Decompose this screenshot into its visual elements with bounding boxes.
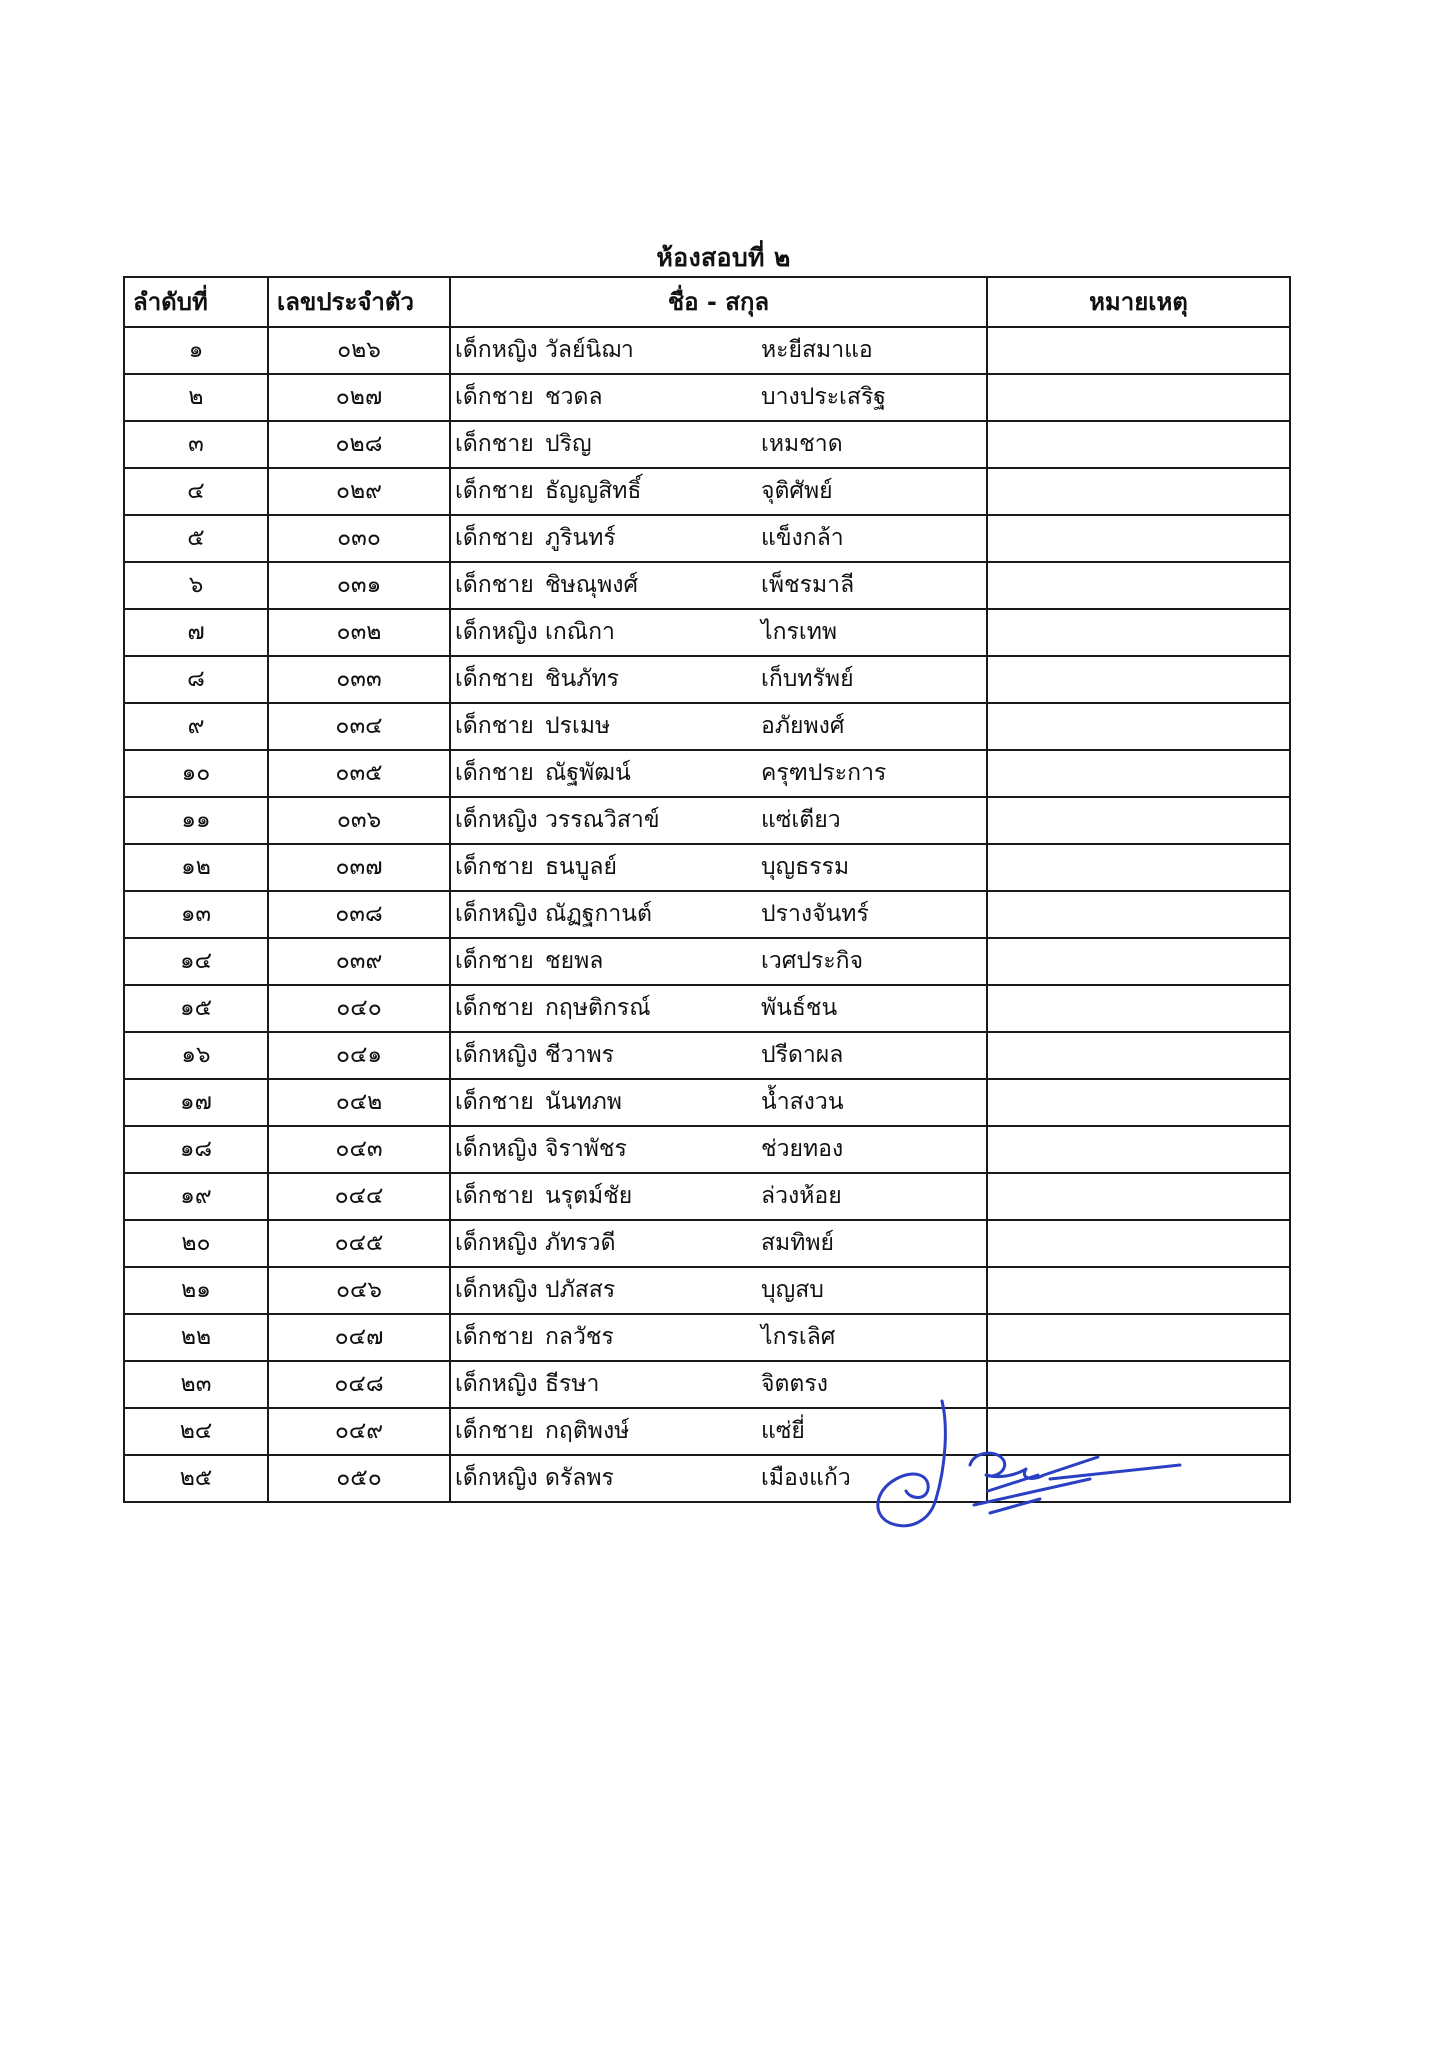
row-last-name: เวศประกิจ xyxy=(761,948,864,974)
table-row xyxy=(124,750,1290,797)
row-order: ๙ xyxy=(124,703,268,750)
table-row xyxy=(124,938,1290,985)
row-order: ๔ xyxy=(124,468,268,515)
row-order: ๑๐ xyxy=(124,750,268,797)
row-remark xyxy=(987,1173,1290,1220)
header-student-id: เลขประจำตัว xyxy=(268,277,450,327)
row-student-id: ๐๔๐ xyxy=(268,985,450,1032)
row-name xyxy=(450,1126,987,1173)
row-order: ๒๕ xyxy=(124,1455,268,1502)
row-student-id: ๐๔๗ xyxy=(268,1314,450,1361)
row-first-name: ภัทรวดี xyxy=(545,1230,616,1256)
row-first-name: ดรัลพร xyxy=(545,1465,614,1491)
row-name xyxy=(450,374,987,421)
row-name-title: เด็กหญิง xyxy=(455,1042,538,1068)
row-first-name: ธีรษา xyxy=(545,1371,600,1397)
row-name xyxy=(450,421,987,468)
row-remark xyxy=(987,1032,1290,1079)
table-row xyxy=(124,327,1290,374)
table-row xyxy=(124,468,1290,515)
row-remark xyxy=(987,656,1290,703)
row-student-id: ๐๓๕ xyxy=(268,750,450,797)
row-student-id: ๐๒๗ xyxy=(268,374,450,421)
row-name-title: เด็กชาย xyxy=(455,1089,534,1115)
header-name: ชื่อ - สกุล xyxy=(450,277,987,327)
row-last-name: บุญธรรม xyxy=(761,854,850,880)
row-order: ๑๔ xyxy=(124,938,268,985)
row-name xyxy=(450,515,987,562)
signature-image xyxy=(870,1395,1210,1545)
row-order: ๒๔ xyxy=(124,1408,268,1455)
row-name-title: เด็กชาย xyxy=(455,666,534,692)
row-order: ๑๑ xyxy=(124,797,268,844)
row-name-title: เด็กหญิง xyxy=(455,619,538,645)
row-name-title: เด็กชาย xyxy=(455,478,534,504)
exam-room-table xyxy=(123,276,1291,1503)
row-remark xyxy=(987,750,1290,797)
row-name xyxy=(450,844,987,891)
row-student-id: ๐๔๔ xyxy=(268,1173,450,1220)
row-order: ๑๖ xyxy=(124,1032,268,1079)
row-last-name: อภัยพงศ์ xyxy=(761,713,845,739)
row-name xyxy=(450,750,987,797)
row-order: ๑๓ xyxy=(124,891,268,938)
row-order: ๒ xyxy=(124,374,268,421)
page-title: ห้องสอบที่ ๒ xyxy=(656,243,791,272)
row-order: ๘ xyxy=(124,656,268,703)
row-last-name: จุติศัพย์ xyxy=(761,478,833,504)
table-row xyxy=(124,609,1290,656)
header-order: ลำดับที่ xyxy=(124,277,268,327)
row-name-title: เด็กชาย xyxy=(455,1324,534,1350)
row-name-title: เด็กชาย xyxy=(455,760,534,786)
row-name xyxy=(450,985,987,1032)
table-header-row xyxy=(124,277,1290,327)
row-order: ๑๒ xyxy=(124,844,268,891)
row-last-name: หะยีสมาแอ xyxy=(761,337,873,363)
row-order: ๑๘ xyxy=(124,1126,268,1173)
row-name-title: เด็กชาย xyxy=(455,384,534,410)
row-remark xyxy=(987,515,1290,562)
row-name-title: เด็กชาย xyxy=(455,713,534,739)
row-order: ๑ xyxy=(124,327,268,374)
row-first-name: ธัญญสิทธิ์ xyxy=(545,478,642,504)
row-first-name: ปริญ xyxy=(545,431,592,457)
row-name-title: เด็กหญิง xyxy=(455,1465,538,1491)
row-order: ๒๑ xyxy=(124,1267,268,1314)
row-first-name: ณัฏฐกานต์ xyxy=(545,901,652,927)
row-name-title: เด็กชาย xyxy=(455,948,534,974)
table-row xyxy=(124,1079,1290,1126)
row-student-id: ๐๔๘ xyxy=(268,1361,450,1408)
row-remark xyxy=(987,1126,1290,1173)
row-name xyxy=(450,327,987,374)
row-name xyxy=(450,1079,987,1126)
row-student-id: ๐๓๐ xyxy=(268,515,450,562)
row-remark xyxy=(987,421,1290,468)
row-name xyxy=(450,797,987,844)
row-last-name: พันธ์ชน xyxy=(761,995,838,1021)
row-name-title: เด็กหญิง xyxy=(455,901,538,927)
row-last-name: บุญสบ xyxy=(761,1277,824,1303)
row-student-id: ๐๔๖ xyxy=(268,1267,450,1314)
row-student-id: ๐๔๑ xyxy=(268,1032,450,1079)
table-row xyxy=(124,562,1290,609)
row-order: ๖ xyxy=(124,562,268,609)
row-name-title: เด็กชาย xyxy=(455,995,534,1021)
table-row xyxy=(124,703,1290,750)
row-first-name: ปภัสสร xyxy=(545,1277,616,1303)
row-last-name: ปรางจันทร์ xyxy=(761,901,869,927)
table-row xyxy=(124,1267,1290,1314)
row-remark xyxy=(987,1079,1290,1126)
table-row xyxy=(124,515,1290,562)
row-student-id: ๐๕๐ xyxy=(268,1455,450,1502)
row-student-id: ๐๔๕ xyxy=(268,1220,450,1267)
row-student-id: ๐๓๘ xyxy=(268,891,450,938)
row-name xyxy=(450,1220,987,1267)
row-name xyxy=(450,468,987,515)
row-remark xyxy=(987,844,1290,891)
row-first-name: ชยพล xyxy=(545,948,604,974)
row-order: ๗ xyxy=(124,609,268,656)
row-first-name: ชินภัทร xyxy=(545,666,620,692)
row-last-name: จิตตรง xyxy=(761,1371,828,1397)
row-remark xyxy=(987,609,1290,656)
row-first-name: กฤษติกรณ์ xyxy=(545,995,651,1021)
row-name xyxy=(450,891,987,938)
row-name xyxy=(450,562,987,609)
row-first-name: วัลย์นิฌา xyxy=(545,337,634,363)
row-student-id: ๐๓๑ xyxy=(268,562,450,609)
row-name-title: เด็กหญิง xyxy=(455,807,538,833)
row-first-name: กลวัชร xyxy=(545,1324,614,1350)
row-order: ๓ xyxy=(124,421,268,468)
row-order: ๕ xyxy=(124,515,268,562)
row-name xyxy=(450,703,987,750)
row-last-name: บางประเสริฐ xyxy=(761,384,886,410)
row-first-name: จิราพัชร xyxy=(545,1136,627,1162)
row-last-name: เก็บทรัพย์ xyxy=(761,666,854,692)
row-order: ๒๐ xyxy=(124,1220,268,1267)
row-order: ๒๓ xyxy=(124,1361,268,1408)
row-name-title: เด็กหญิง xyxy=(455,1136,538,1162)
row-last-name: เพ็ชรมาลี xyxy=(761,572,855,598)
row-first-name: นันทภพ xyxy=(545,1089,622,1115)
row-first-name: ภูรินทร์ xyxy=(545,525,616,551)
row-last-name: แข็งกล้า xyxy=(761,525,844,551)
row-remark xyxy=(987,327,1290,374)
table-body xyxy=(124,327,1290,1502)
row-last-name: ล่วงห้อย xyxy=(761,1183,842,1209)
row-first-name: ธนบูลย์ xyxy=(545,854,617,880)
row-first-name: วรรณวิสาข์ xyxy=(545,807,660,833)
row-student-id: ๐๒๖ xyxy=(268,327,450,374)
row-last-name: ปรีดาผล xyxy=(761,1042,844,1068)
row-order: ๑๗ xyxy=(124,1079,268,1126)
row-first-name: ชิษณุพงศ์ xyxy=(545,572,639,598)
table-row xyxy=(124,985,1290,1032)
row-name xyxy=(450,609,987,656)
row-name-title: เด็กชาย xyxy=(455,1418,534,1444)
table-row xyxy=(124,891,1290,938)
row-remark xyxy=(987,1267,1290,1314)
row-student-id: ๐๔๒ xyxy=(268,1079,450,1126)
table-row xyxy=(124,1126,1290,1173)
row-name-title: เด็กชาย xyxy=(455,431,534,457)
row-order: ๑๙ xyxy=(124,1173,268,1220)
table-row xyxy=(124,656,1290,703)
row-last-name: เหมชาด xyxy=(761,431,843,457)
row-name xyxy=(450,1267,987,1314)
row-name-title: เด็กหญิง xyxy=(455,1371,538,1397)
row-first-name: ณัฐพัฒน์ xyxy=(545,760,631,786)
row-name xyxy=(450,938,987,985)
header-remark: หมายเหตุ xyxy=(987,277,1290,327)
row-remark xyxy=(987,1220,1290,1267)
row-student-id: ๐๓๔ xyxy=(268,703,450,750)
row-remark xyxy=(987,703,1290,750)
row-first-name: กฤติพงษ์ xyxy=(545,1418,630,1444)
row-last-name: แซ่ยี่ xyxy=(761,1418,805,1444)
row-name-title: เด็กหญิง xyxy=(455,1230,538,1256)
table-row xyxy=(124,374,1290,421)
row-order: ๑๕ xyxy=(124,985,268,1032)
row-first-name: เกณิกา xyxy=(545,619,615,645)
row-student-id: ๐๓๓ xyxy=(268,656,450,703)
table-row xyxy=(124,1173,1290,1220)
row-remark xyxy=(987,1314,1290,1361)
row-student-id: ๐๒๘ xyxy=(268,421,450,468)
row-last-name: ไกรเทพ xyxy=(761,619,838,645)
row-last-name: สมทิพย์ xyxy=(761,1230,834,1256)
row-name-title: เด็กชาย xyxy=(455,525,534,551)
row-student-id: ๐๓๖ xyxy=(268,797,450,844)
row-name xyxy=(450,656,987,703)
table-row xyxy=(124,1032,1290,1079)
row-student-id: ๐๓๒ xyxy=(268,609,450,656)
row-student-id: ๐๔๓ xyxy=(268,1126,450,1173)
row-remark xyxy=(987,562,1290,609)
row-last-name: แซ่เตียว xyxy=(761,807,841,833)
row-name-title: เด็กหญิง xyxy=(455,337,538,363)
table-row xyxy=(124,1220,1290,1267)
row-name-title: เด็กหญิง xyxy=(455,1277,538,1303)
table-row xyxy=(124,797,1290,844)
row-remark xyxy=(987,938,1290,985)
row-last-name: ครุฑประการ xyxy=(761,760,887,786)
row-name-title: เด็กชาย xyxy=(455,572,534,598)
row-last-name: ไกรเลิศ xyxy=(761,1324,836,1350)
row-first-name: ชวดล xyxy=(545,384,603,410)
table-row xyxy=(124,844,1290,891)
row-last-name: น้ำสงวน xyxy=(761,1089,844,1115)
row-remark xyxy=(987,797,1290,844)
row-remark xyxy=(987,891,1290,938)
row-name-title: เด็กชาย xyxy=(455,1183,534,1209)
row-student-id: ๐๔๙ xyxy=(268,1408,450,1455)
row-last-name: ช่วยทอง xyxy=(761,1136,844,1162)
row-name xyxy=(450,1032,987,1079)
row-remark xyxy=(987,468,1290,515)
row-last-name: เมืองแก้ว xyxy=(761,1465,851,1491)
table-row xyxy=(124,421,1290,468)
row-remark xyxy=(987,985,1290,1032)
row-name xyxy=(450,1314,987,1361)
row-student-id: ๐๓๙ xyxy=(268,938,450,985)
row-first-name: ชีวาพร xyxy=(545,1042,614,1068)
row-first-name: นรุตม์ชัย xyxy=(545,1183,633,1209)
row-student-id: ๐๒๙ xyxy=(268,468,450,515)
row-remark xyxy=(987,374,1290,421)
table-row xyxy=(124,1314,1290,1361)
row-first-name: ปรเมษ xyxy=(545,713,611,739)
row-order: ๒๒ xyxy=(124,1314,268,1361)
row-student-id: ๐๓๗ xyxy=(268,844,450,891)
row-name xyxy=(450,1173,987,1220)
row-name-title: เด็กชาย xyxy=(455,854,534,880)
